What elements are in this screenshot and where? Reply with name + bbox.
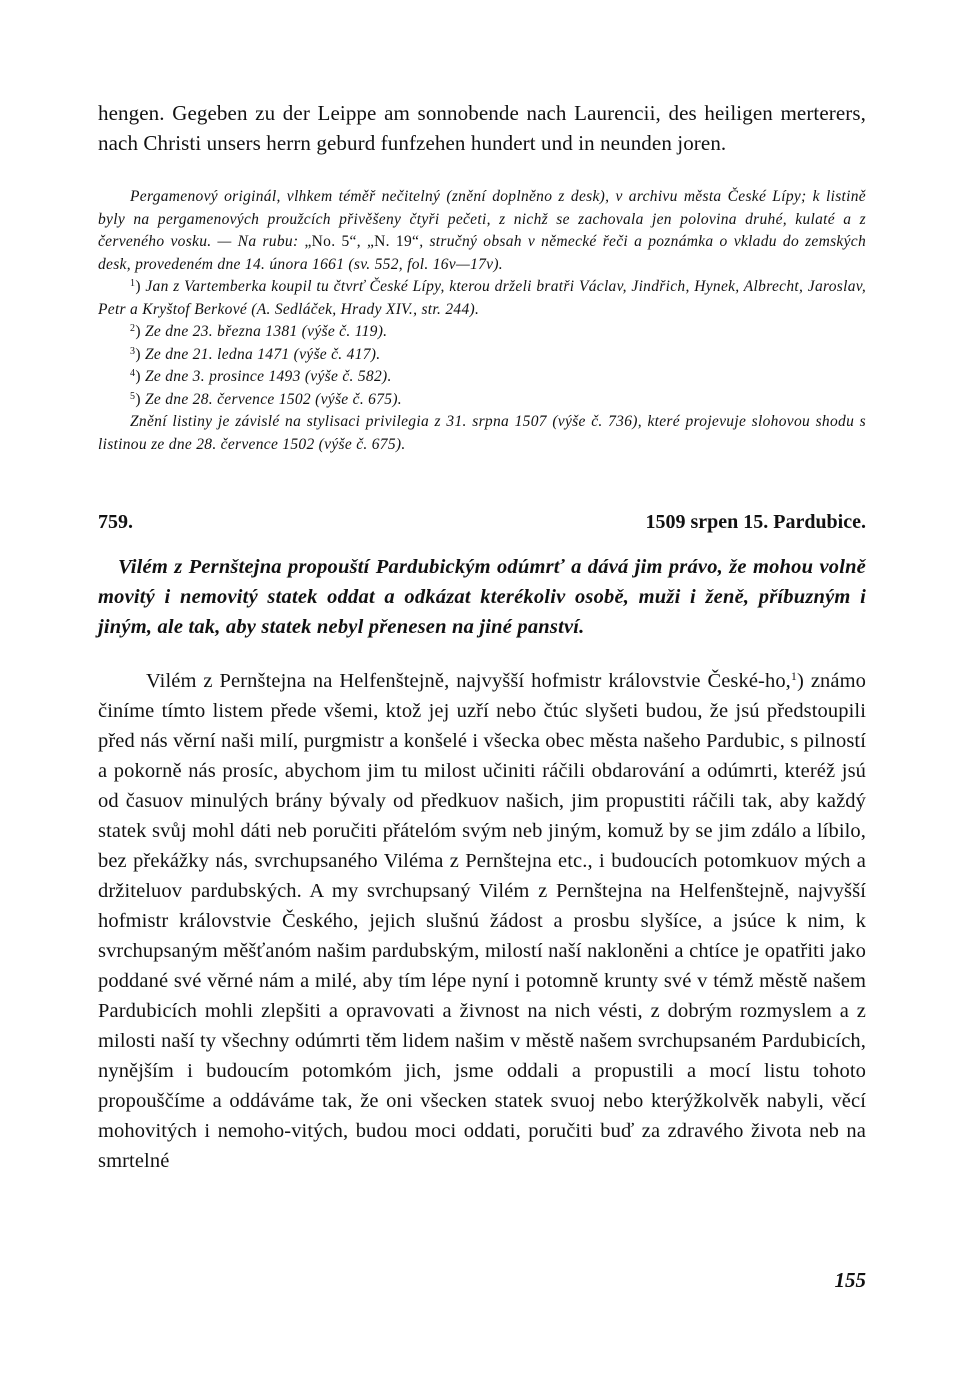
footnote-marker: 1 bbox=[130, 278, 136, 289]
footnote-5 bbox=[98, 389, 866, 412]
footnote-text: Ze dne 23. března 1381 (výše č. 119). bbox=[144, 323, 388, 340]
footnote-1 bbox=[98, 276, 866, 321]
critical-apparatus bbox=[98, 186, 866, 456]
footnote-marker: 2 bbox=[130, 323, 136, 334]
text-body: ) známo činíme tímto listem přede všemi, ktož jej uzří nebo čtúc slyšeti budou, že jsú předstoupili před nás věrní naši milí, purgmistr a konšelé i všecka obec města našeho Pardubic, s pilností a pokorně nás prosíc, abychom jim tu milost učiniti ráčili obdarování a odúmrti, kteréž jsú od časuov minulých brány bývaly od předkuov našich, jim propustiti ráčili tak, aby každý statek svůj mohl dáti neb poručiti přátelóm svým neb jiným, komuž by se jim zdálo a líbilo, bez překážky nás, svrchupsaného Viléma z Pernštejna etc., i budoucích potomkuov mých a držiteluov pardubských. A my svrchupsaný Vilém z Pernštejna na Helfenštejně, najvyšší hofmistr královstvie Českého, jejich slušnú žádost a prosbu slyšíce, a jsúce k nim, k svrchupsaným měšťanóm našim pardubským, milostí naší nakloněni a chtíce je opatřiti jako poddané své věrné nám a milé, aby tím lépe nyní i potomně krunty své v témž městě našem Pardubicích mohli zlepšiti a opravovati a živnost na nich vésti, z dobrým rozmyslem a z milosti naší ty všechny odúmrti těm lidem našim v městě našem svrchupsaném Pardubicích, nynějším i budoucím potomkóm jich, jsme oddali a propustili a mocí listu tohoto propouščíme a oddáváme tak, že oni všecken statek svuoj nebo kterýžkolvěk nabyli, věcí mohovitých i nemoho-vitých, budou moci oddati, poručiti buď za zdravého života neb na smrtelné bbox=[98, 670, 867, 1172]
footnote-4 bbox=[98, 366, 866, 389]
page-body bbox=[98, 98, 866, 1176]
document-heading bbox=[98, 508, 866, 536]
document-regest: Vilém z Pernštejna propouští Pardubickým odúmrť a dává jim právo, že mohou volně movitý i nemovitý statek oddat a odkázat kterékoliv osobě, muži i ženě, příbuzným i jiným, ale tak, aby statek nebyl přenesen na jiné panství. bbox=[98, 556, 866, 638]
document-number: 759. bbox=[98, 511, 133, 533]
footnote-text: Ze dne 3. prosince 1493 (výše č. 582). bbox=[144, 368, 392, 385]
footnote-text: Ze dne 28. července 1502 (výše č. 675). bbox=[144, 390, 402, 408]
footnote-reference: 1 bbox=[790, 669, 798, 683]
footnote-paren: ) bbox=[135, 368, 145, 385]
footnote-2 bbox=[98, 321, 866, 344]
document-text bbox=[98, 666, 866, 1176]
footnote-marker: 3 bbox=[130, 345, 136, 357]
footnote-marker: 5 bbox=[130, 390, 136, 402]
footnote-paren: ) bbox=[135, 345, 145, 363]
description-part-2: , stručný obsah v německé řeči a poznámka o vkladu do zemských desk, provedeném dne 14. února 1661 (sv. 552, fol. 16v—17v). bbox=[98, 233, 867, 273]
carryover-paragraph: hengen. Gegeben zu der Leippe am sonnobende nach Laurencii, des heiligen merterers, nach Christi unsers herrn geburd funfzehen hundert und in neunden joren. bbox=[98, 101, 866, 155]
document-date-place: 1509 srpen 15. Pardubice. bbox=[645, 511, 866, 533]
footnote-text: Ze dne 21. ledna 1471 (výše č. 417). bbox=[144, 345, 381, 363]
page-number: 155 bbox=[834, 1268, 866, 1292]
footnote-paren: ) bbox=[135, 390, 145, 408]
footnote-text: Jan z Vartemberka koupil tu čtvrť České Lípy, kterou drželi bratři Václav, Jindřich, Hynek, Albrecht, Jaroslav, Petr a Kryštof Berkové (A. Sedláček, Hrady XIV., str. 244). bbox=[98, 278, 866, 318]
apparatus-note: Znění listiny je závislé na stylisaci privilegia z 31. srpna 1507 (výše č. 736), které projevuje slohovou shodu s listinou ze dne 28. července 1502 (výše č. 675). bbox=[98, 413, 866, 453]
footnote-paren: ) bbox=[135, 323, 145, 340]
footnote-paren: ) bbox=[135, 278, 146, 295]
description-part-1: Pergamenový originál, vlhkem téměř nečitelný (znění doplněno z desk), v archivu města České Lípy; k listině byly na pergamenových proužcích přivěšeny čtyři pečeti, z nichž se zachovala jen polovina druhé, kulaté a z červeného vosku. — Na rubu: bbox=[98, 188, 866, 250]
footnote-marker: 4 bbox=[130, 368, 136, 379]
apparatus-description bbox=[98, 186, 866, 276]
dorsal-note-numbers: „No. 5“, „N. 19“ bbox=[304, 233, 420, 250]
text-opening: Vilém z Pernštejna na Helfenštejně, najvyšší hofmistr královstvie České-ho, bbox=[146, 670, 791, 692]
footnote-3 bbox=[98, 344, 866, 367]
